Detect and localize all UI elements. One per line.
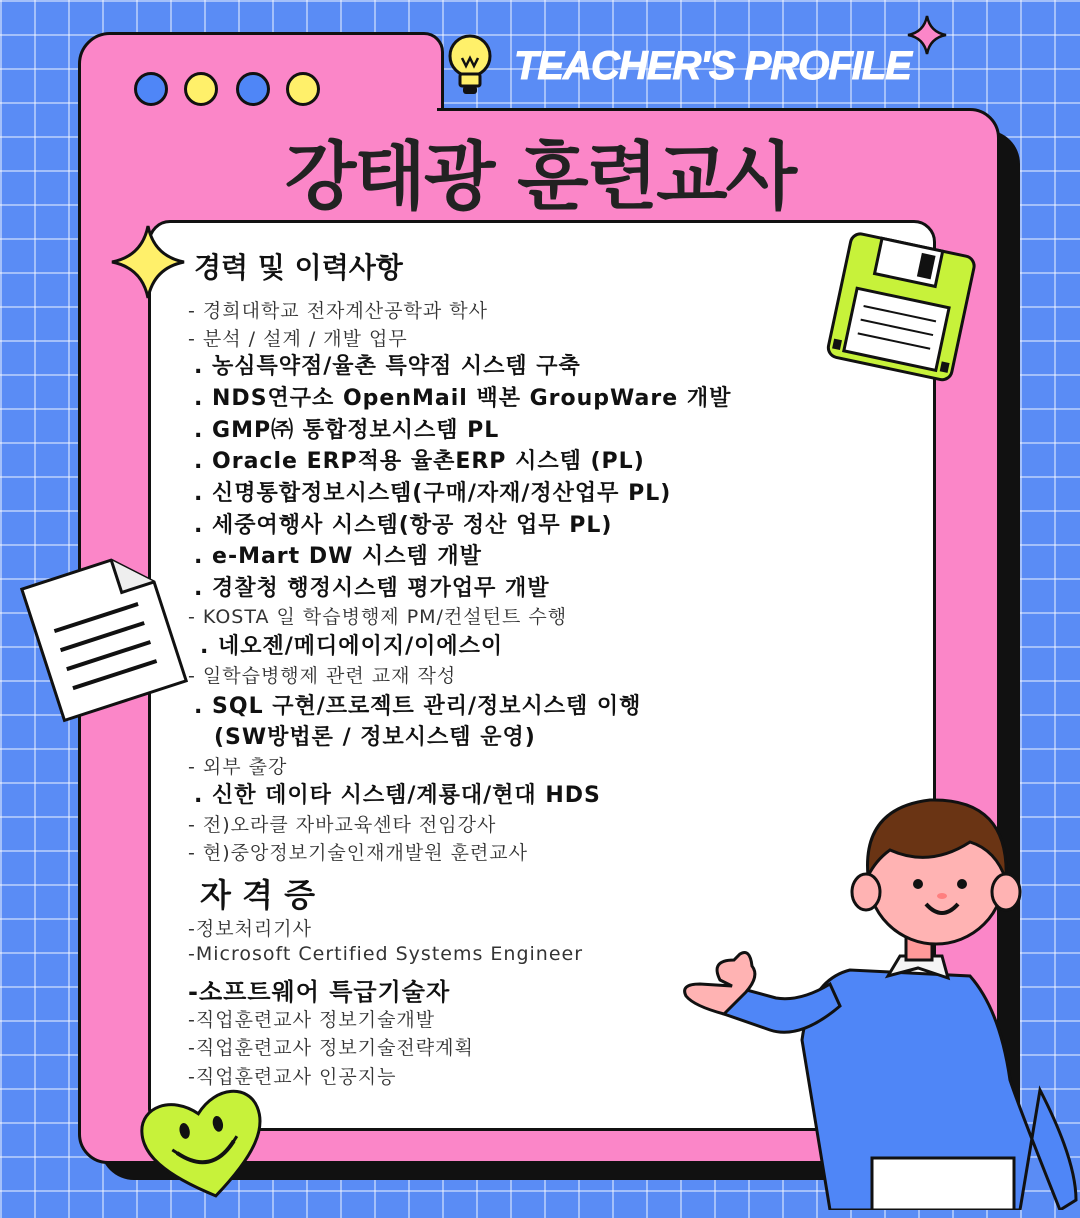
list-item: - 현)중앙정보기술인재개발원 훈련교사 [188, 842, 529, 864]
section-heading-career: 경력 및 이력사항 [194, 251, 403, 284]
list-item: -정보처리기사 [188, 918, 312, 940]
list-item: -소프트웨어 특급기술자 [188, 978, 451, 1006]
list-item: -직업훈련교사 인공지능 [188, 1066, 397, 1088]
list-item: - 경희대학교 전자계산공학과 학사 [188, 300, 488, 322]
list-item: . SQL 구현/프로젝트 관리/정보시스템 이행 [194, 694, 642, 719]
header-title: TEACHER'S PROFILE [514, 44, 911, 88]
page-title: 강태광 훈련교사 [284, 134, 796, 220]
list-item: . 신명통합정보시스템(구매/자재/정산업무 PL) [194, 481, 672, 506]
list-item: . 네오젠/메디에이지/이에스이 [200, 634, 504, 659]
list-item: -Microsoft Certified Systems Engineer [188, 943, 584, 965]
list-item: (SW방법론 / 정보시스템 운영) [214, 725, 536, 750]
list-item: -직업훈련교사 정보기술개발 [188, 1009, 436, 1031]
list-item: . 세중여행사 시스템(항공 정산 업무 PL) [194, 513, 613, 538]
list-item: - 분석 / 설계 / 개발 업무 [188, 328, 408, 350]
list-item: . 경찰청 행정시스템 평가업무 개발 [194, 576, 550, 601]
list-item: - 일학습병행제 관련 교재 작성 [188, 665, 457, 687]
list-item: . Oracle ERP적용 율촌ERP 시스템 (PL) [194, 449, 645, 474]
list-item: . GMP㈜ 통합정보시스템 PL [194, 418, 500, 443]
list-item: . 신한 데이타 시스템/계룡대/현대 HDS [194, 783, 601, 808]
list-item: . e-Mart DW 시스템 개발 [194, 544, 482, 569]
list-item: . 농심특약점/율촌 특약점 시스템 구축 [194, 354, 581, 379]
list-item: - 전)오라클 자바교육센타 전임강사 [188, 814, 497, 836]
list-item: . NDS연구소 OpenMail 백본 GroupWare 개발 [194, 386, 732, 411]
list-item: - KOSTA 일 학습병행제 PM/컨설턴트 수행 [188, 606, 568, 628]
list-item: - 외부 출강 [188, 756, 288, 778]
list-item: -직업훈련교사 정보기술전략계획 [188, 1037, 474, 1059]
section-heading-certs: 자 격 증 [200, 876, 316, 914]
